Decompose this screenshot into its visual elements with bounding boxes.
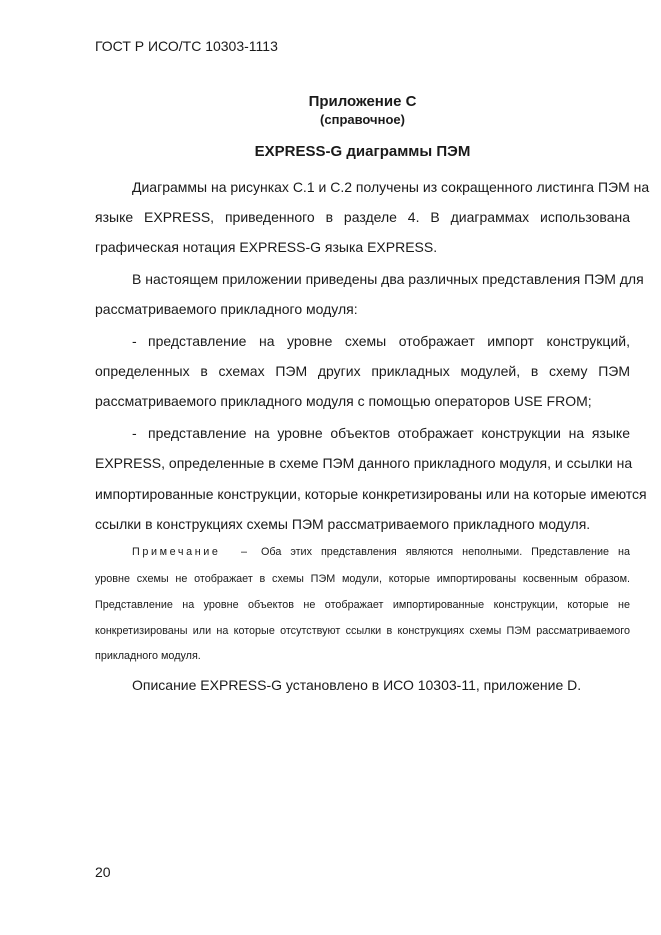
list-item-line: импортированные конструкции, которые конкретизированы или на которые имеются: [95, 486, 647, 502]
document-code: ГОСТ Р ИСО/ТС 10303-1113: [95, 38, 278, 54]
appendix-title: [95, 93, 630, 110]
paragraph-line: графическая нотация EXPRESS-G языка EXPRESS.: [95, 239, 438, 255]
note-label: Примечание: [132, 546, 221, 558]
list-dash: -: [132, 333, 137, 349]
paragraph-line: В настоящем приложении приведены два различных представления ПЭМ для: [132, 271, 644, 287]
paragraph-line: Описание EXPRESS-G установлено в ИСО 10303-11, приложение D.: [132, 677, 582, 693]
list-item-line: представление на уровне объектов отображает конструкции на языке: [148, 425, 630, 441]
section-title: EXPRESS-G диаграммы ПЭМ: [254, 143, 471, 160]
note-line: Оба этих представления являются неполными. Представление на: [261, 546, 630, 558]
list-item-line: определенных в схемах ПЭМ других прикладных модулей, в схему ПЭМ: [95, 363, 630, 379]
appendix-subtitle: (справочное): [320, 112, 405, 127]
note-separator: –: [241, 546, 248, 558]
note-line: Представление на уровне объектов не отображает импортированные конструкции, которые не: [95, 599, 630, 611]
list-item-line: ссылки в конструкциях схемы ПЭМ рассматриваемого прикладного модуля.: [95, 516, 591, 532]
page-number: 20: [95, 864, 111, 880]
list-item-line: рассматриваемого прикладного модуля с помощью операторов USE FROM;: [95, 393, 592, 409]
paragraph-line: Диаграммы на рисунках С.1 и С.2 получены из сокращенного листинга ПЭМ на: [132, 179, 650, 195]
note-line: прикладного модуля.: [95, 650, 201, 662]
note-line: конкретизированы или на которые отсутствуют ссылки в конструкциях схемы ПЭМ рассматриваемого: [95, 625, 630, 637]
note-line: уровне схемы не отображает в схемы ПЭМ модули, которые импортированы косвенным образом.: [95, 573, 630, 585]
list-item-line: EXPRESS, определенные в схеме ПЭМ данного прикладного модуля, и ссылки на: [95, 455, 633, 471]
paragraph-line: рассматриваемого прикладного модуля:: [95, 301, 358, 317]
list-item-line: представление на уровне схемы отображает импорт конструкций,: [148, 333, 630, 349]
appendix-title-text: Приложение С: [308, 93, 417, 110]
list-dash: -: [132, 425, 137, 441]
paragraph-line: языке EXPRESS, приведенного в разделе 4. В диаграммах использована: [95, 209, 630, 225]
